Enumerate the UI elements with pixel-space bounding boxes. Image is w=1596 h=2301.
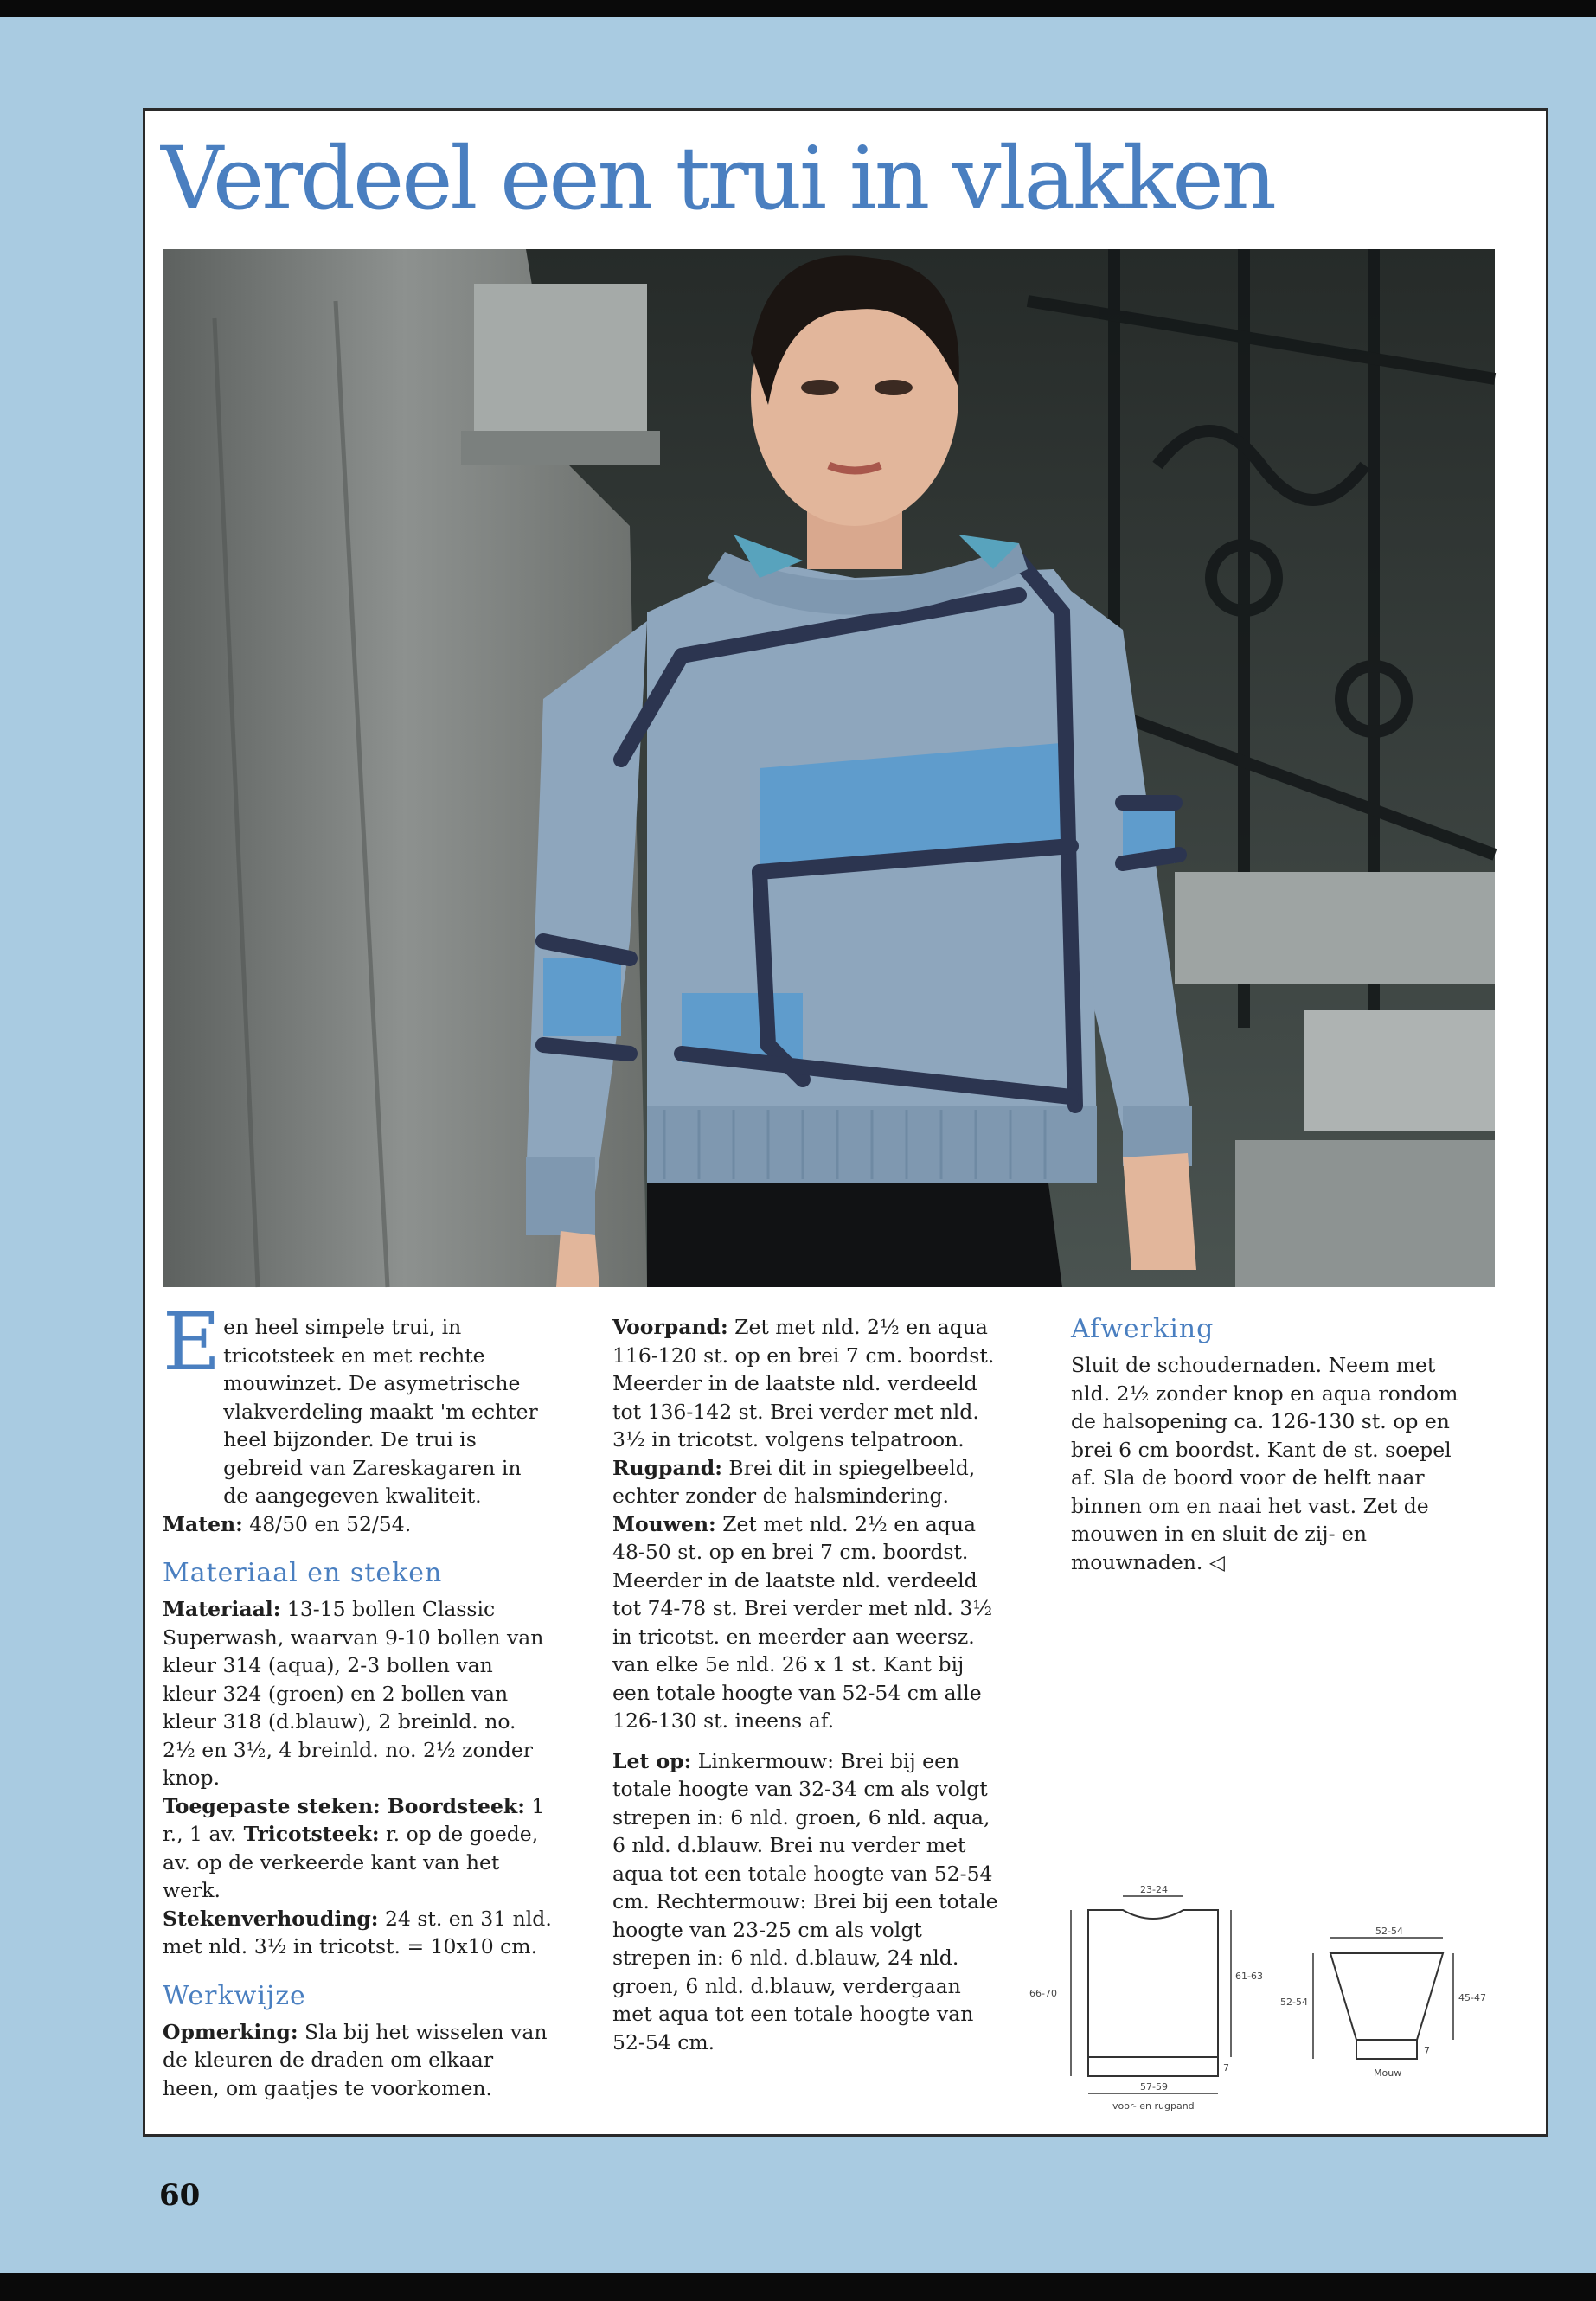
page-background (0, 17, 1596, 2273)
afwerking-paragraph: Sluit de schoudernaden. Neem met nld. 2½ zonder knop en aqua rondom de halsopening ca. 126-130 st. op en brei 6 cm boordst. Kant de st. soepel af. Sla de boord voor de helft naar binnen om en naai het vast. Zet de mouwen in en sluit de zij- en mouwnaden. ◁ (1071, 1353, 1458, 1574)
sleeve-rib-label: 7 (1424, 2045, 1430, 2056)
article-sheet (143, 108, 1548, 2137)
page-title: Verdeel een trui in vlakken (161, 128, 1274, 229)
sleeve-caption: Mouw (1374, 2067, 1402, 2079)
body-top-label: 23-24 (1140, 1884, 1168, 1895)
heading-materiaal: Materiaal en steken (163, 1558, 443, 1588)
drop-cap: E (163, 1296, 221, 1388)
rugpand-paragraph: Rugpand: Brei dit in spiegelbeeld, echter zonder de halsmindering. (612, 1455, 976, 1508)
sleeve-top-label: 52-54 (1375, 1926, 1403, 1937)
voorpand-paragraph: Voorpand: Zet met nld. 2½ en aqua 116-120 st. op en brei 7 cm. boordst. Meerder in de laatste nld. verdeeld tot 136-142 st. Brei verder met nld. 3½ in tricotst. volgens telpatroon. (612, 1315, 995, 1452)
body-right-label: 61-63 (1235, 1971, 1263, 1982)
let-op-paragraph: Let op: Linkermouw: Brei bij een totale hoogte van 32-34 cm als volgt strepen in: 6 nld. groen, 6 nld. aqua, 6 nld. d.blauw. Brei nu verder met aqua tot een totale hoogte van 52-54 cm. Rechtermouw: Brei bij een totale hoogte van 23-25 cm als volgt strepen in: 6 nld. d.blauw, 24 nld. groen, 6 nld. d.blauw, verdergaan met aqua tot een totale hoogte van 52-54 cm. (612, 1748, 998, 2054)
sweater-photo (163, 249, 1495, 1287)
knitting-schematic (1029, 1875, 1521, 2135)
heading-afwerking: Afwerking (1071, 1314, 1215, 1344)
text-column-2 (612, 1313, 1002, 2056)
page-number: 60 (159, 2178, 201, 2213)
body-rib-label: 7 (1223, 2062, 1229, 2073)
stekenverhouding-paragraph: Stekenverhouding: 24 st. en 31 nld. met nld. 3½ in tricotst. = 10x10 cm. (163, 1906, 552, 1958)
intro-text: en heel simpele trui, in tricotsteek en met rechte mouwinzet. De asymetrische vlakverdeling maakt 'm echter heel bijzonder. De trui is gebreid van Zareskagaren in de aangegeven kwaliteit. (223, 1315, 538, 1508)
toegepaste-steken-paragraph: Toegepaste steken: Boordsteek: 1 r., 1 av. Tricotsteek: r. op de goede, av. op de verkeerde kant van het werk. (163, 1793, 545, 1902)
sleeve-right-label: 45-47 (1458, 1992, 1486, 2003)
opmerking-paragraph: Opmerking: Sla bij het wisselen van de kleuren de draden om elkaar heen, om gaatjes te voorkomen. (163, 2019, 548, 2100)
body-caption: voor- en rugpand (1112, 2100, 1195, 2112)
body-schematic (1071, 1896, 1231, 2093)
mouwen-paragraph: Mouwen: Zet met nld. 2½ en aqua 48-50 st. op en brei 7 cm. boordst. Meerder in de laatste nld. verdeeld tot 74-78 st. Brei verder met nld. 3½ in tricotst. en meerder aan weersz. van elke 5e nld. 26 x 1 st. Kant bij een totale hoogte van 52-54 cm alle 126-130 st. ineens af. (612, 1511, 993, 1733)
text-column-1 (163, 1296, 552, 2102)
sizes-line: Maten: 48/50 en 52/54. (163, 1511, 412, 1536)
body-left-label: 66-70 (1029, 1988, 1057, 1999)
body-bottom-label: 57-59 (1140, 2081, 1168, 2093)
heading-werkwijze: Werkwijze (163, 1980, 306, 2011)
intro-paragraph (163, 1296, 552, 1510)
materiaal-paragraph: Materiaal: 13-15 bollen Classic Superwash, waarvan 9-10 bollen van kleur 314 (aqua), 2-3 bollen van kleur 324 (groen) en 2 bollen van kleur 318 (d.blauw), 2 breinld. no. 2½ en 3½, 4 breinld. no. 2½ zonder knop. (163, 1597, 544, 1790)
sleeve-left-label: 52-54 (1280, 1997, 1308, 2008)
text-column-3 (1071, 1313, 1477, 1576)
sleeve-schematic (1313, 1938, 1453, 2059)
